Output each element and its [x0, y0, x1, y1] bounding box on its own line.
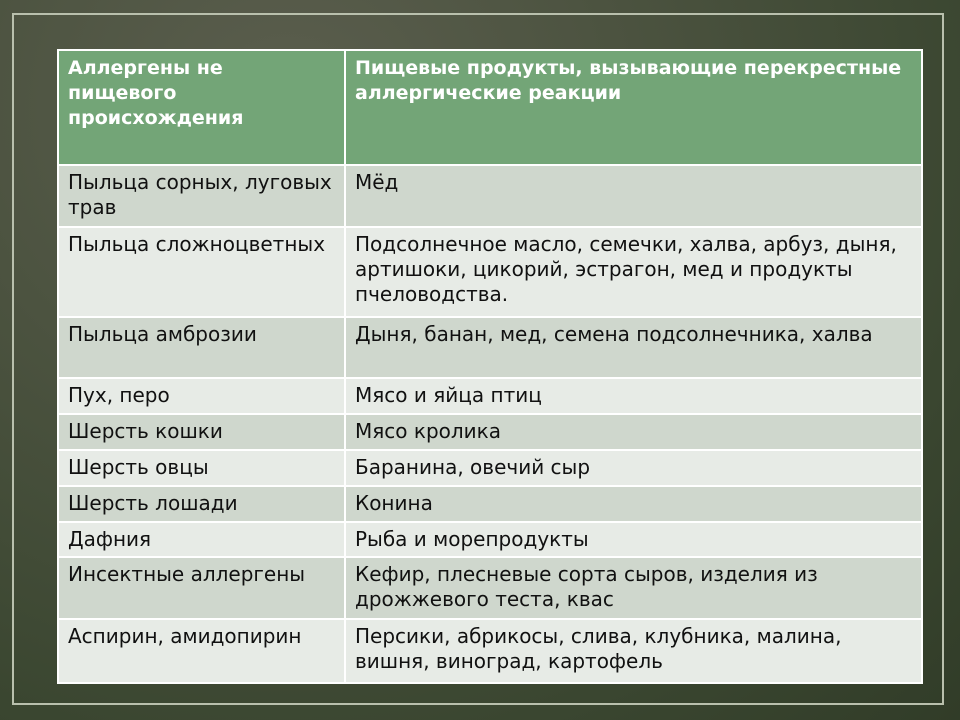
allergen-cell: Инсектные аллергены	[58, 557, 345, 619]
table-row	[58, 522, 922, 557]
food-cell: Баранина, овечий сыр	[345, 450, 922, 486]
allergen-cell: Дафния	[58, 522, 345, 557]
table-row	[58, 165, 922, 227]
table-row	[58, 414, 922, 450]
food-cell: Мёд	[345, 165, 922, 227]
table-row	[58, 557, 922, 619]
table-row	[58, 317, 922, 378]
food-cell: Мясо кролика	[345, 414, 922, 450]
table-row	[58, 378, 922, 414]
allergen-cell: Пыльца сорных, луговых трав	[58, 165, 345, 227]
table-row	[58, 227, 922, 317]
allergen-cell: Шерсть кошки	[58, 414, 345, 450]
header-cross-reactive-foods: Пищевые продукты, вызывающие перекрестные аллергические реакции	[345, 50, 922, 165]
food-cell: Подсолнечное масло, семечки, халва, арбуз, дыня, артишоки, цикорий, эстрагон, мед и продукты пчеловодства.	[345, 227, 922, 317]
food-cell: Мясо и яйца птиц	[345, 378, 922, 414]
allergen-cell: Пух, перо	[58, 378, 345, 414]
table-header-row	[58, 50, 922, 165]
food-cell: Конина	[345, 486, 922, 522]
food-cell: Персики, абрикосы, слива, клубника, малина, вишня, виноград, картофель	[345, 619, 922, 683]
allergen-cell: Пыльца амброзии	[58, 317, 345, 378]
allergen-cell: Шерсть овцы	[58, 450, 345, 486]
table-row	[58, 619, 922, 683]
allergen-cell: Пыльца сложноцветных	[58, 227, 345, 317]
header-non-food-allergens: Аллергены не пищевого происхождения	[58, 50, 345, 165]
food-cell: Дыня, банан, мед, семена подсолнечника, халва	[345, 317, 922, 378]
table-row	[58, 450, 922, 486]
food-cell: Рыба и морепродукты	[345, 522, 922, 557]
food-cell: Кефир, плесневые сорта сыров, изделия из дрожжевого теста, квас	[345, 557, 922, 619]
allergen-cell: Аспирин, амидопирин	[58, 619, 345, 683]
table-row	[58, 486, 922, 522]
allergen-table	[57, 49, 923, 684]
allergen-cell: Шерсть лошади	[58, 486, 345, 522]
